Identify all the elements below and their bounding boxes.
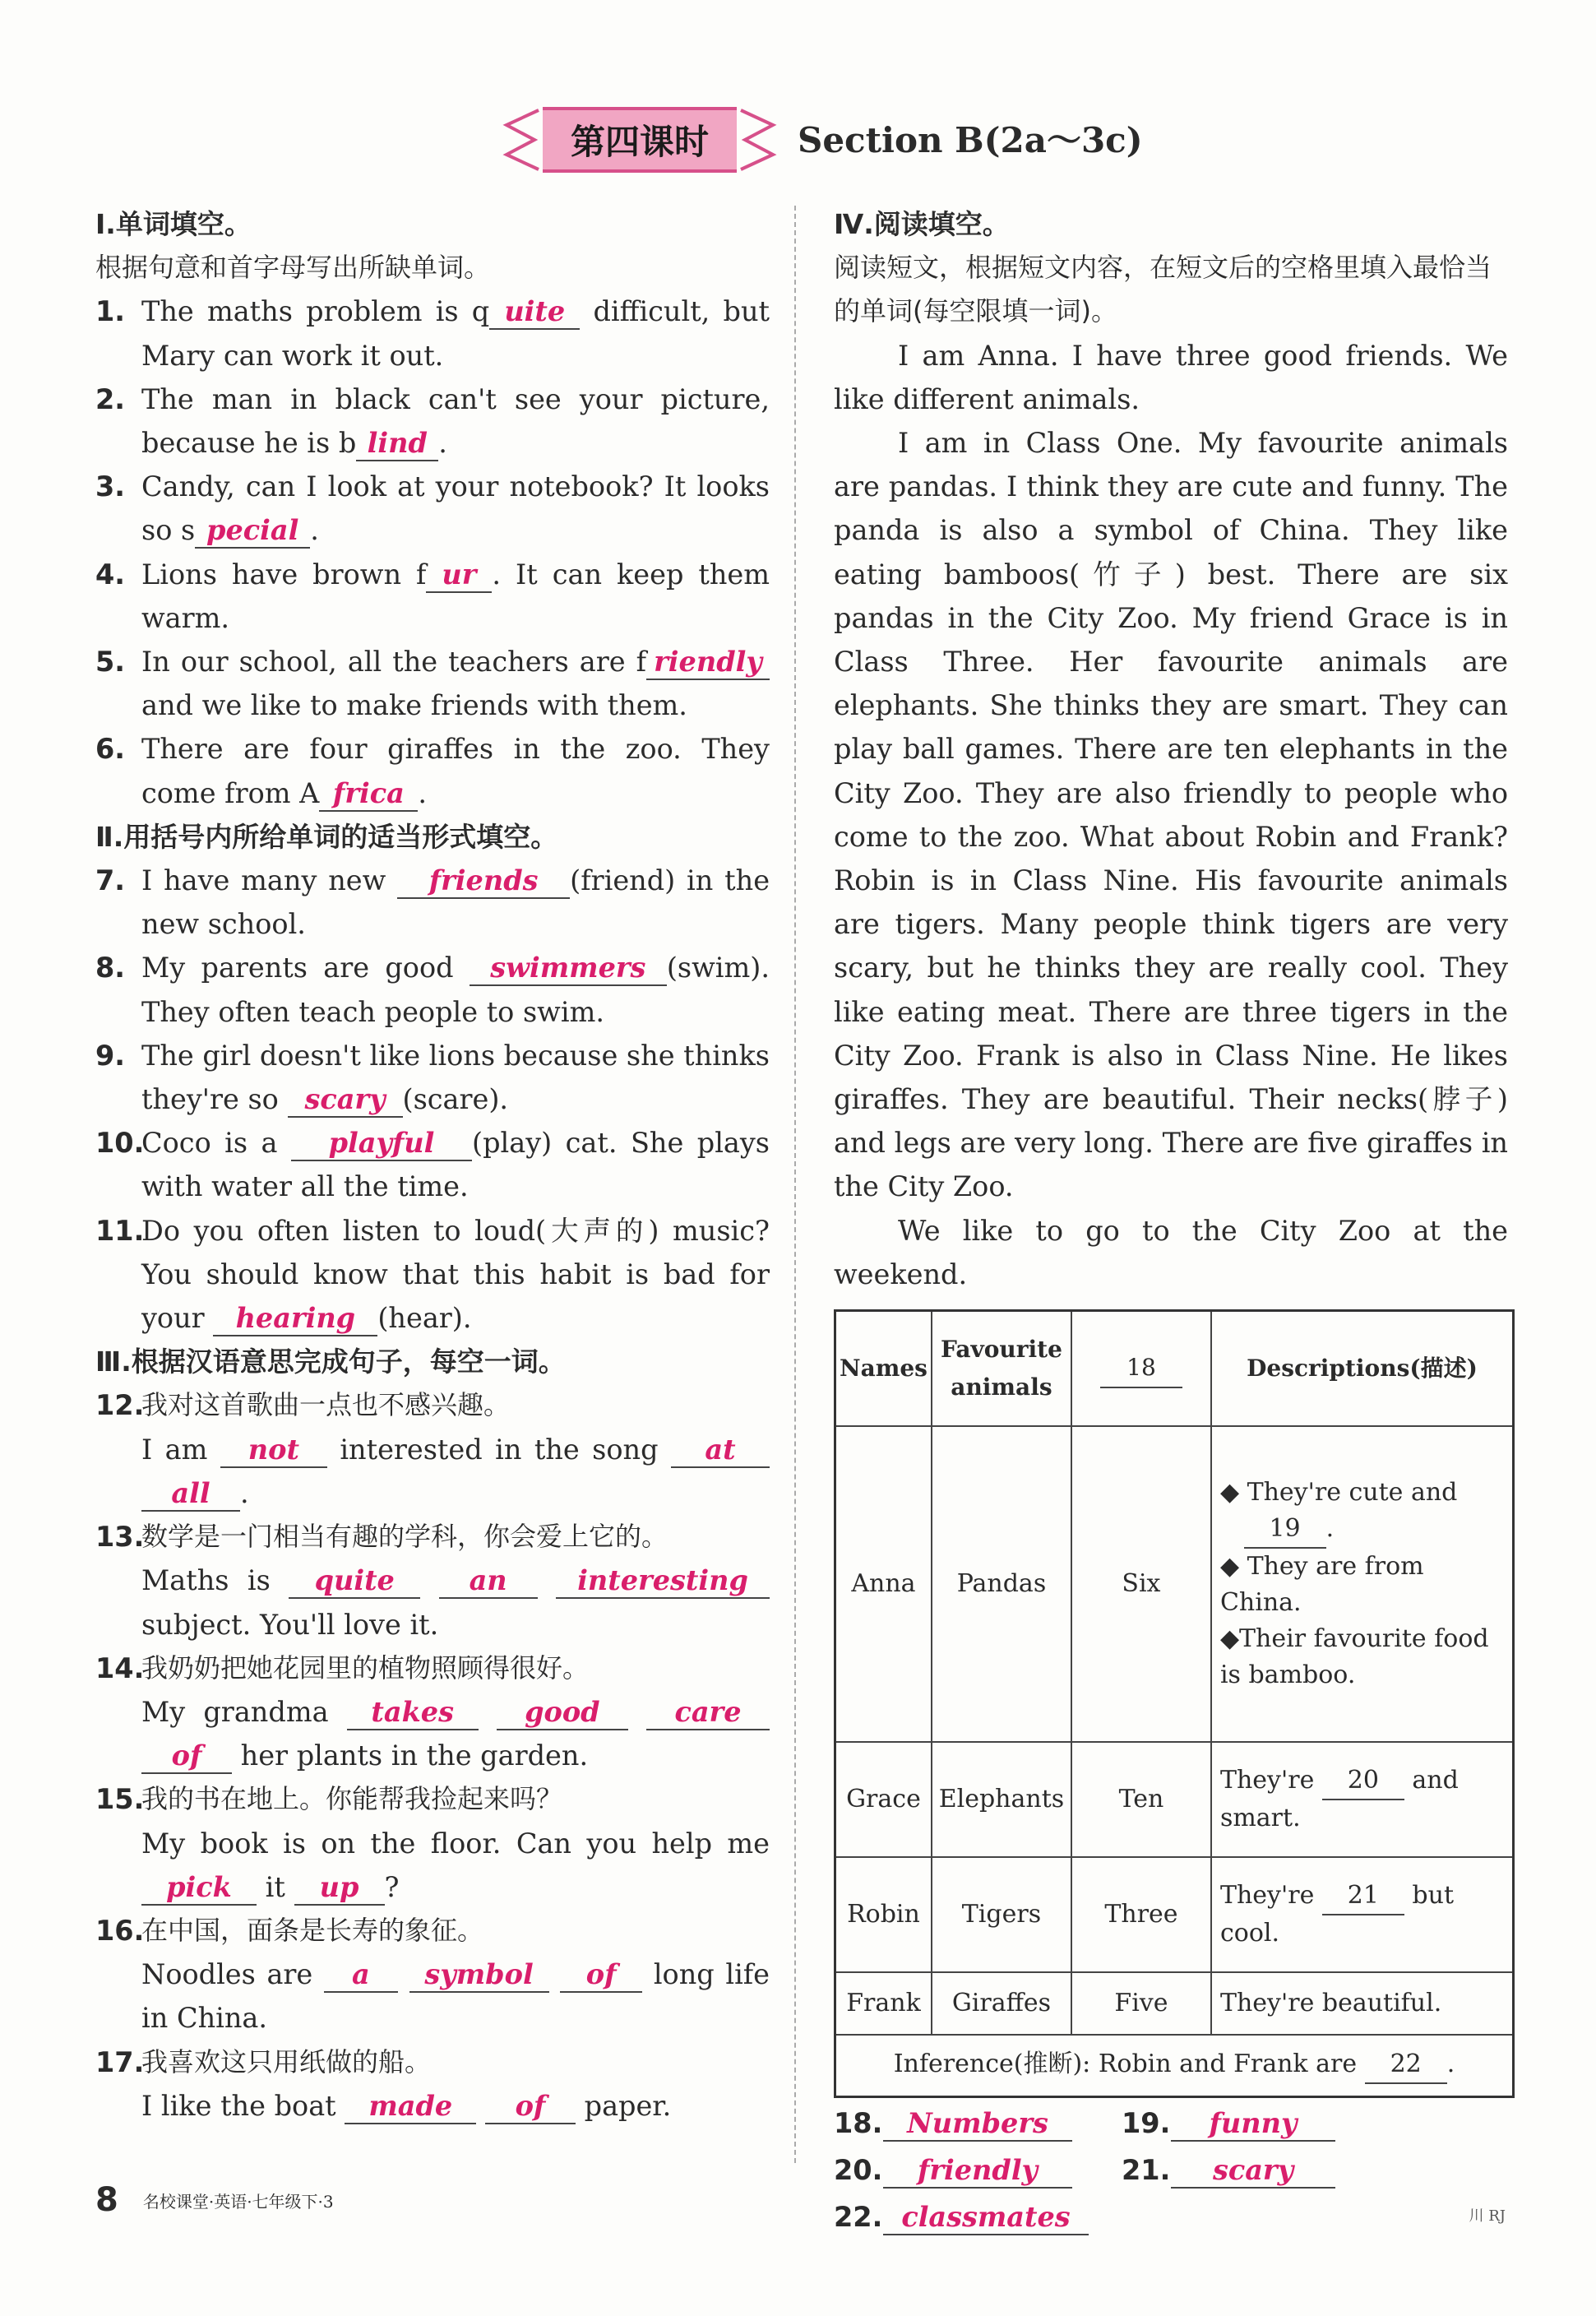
desc-text: Their favourite food is bamboo. [1219, 1624, 1489, 1689]
answer-blank[interactable]: hearing [213, 1302, 377, 1336]
blank-22[interactable]: 22 [1365, 2046, 1447, 2084]
footer [95, 2181, 334, 2219]
answer-blank[interactable]: quite [289, 1564, 420, 1599]
question-11 [95, 1209, 770, 1341]
lesson-badge: 第四课时 [543, 107, 737, 173]
section-title: Section B(2a～3c) [798, 120, 1143, 160]
q-text: . [240, 1476, 249, 1509]
q-text: I am [141, 1433, 208, 1466]
cell-description: They're beautiful. [1211, 1972, 1514, 2035]
column-divider [794, 206, 796, 2163]
q-text: (scare). [402, 1083, 509, 1116]
answer-blank[interactable]: not [220, 1434, 327, 1468]
table-row [835, 1426, 1514, 1742]
cell-description [1211, 1742, 1514, 1857]
answer-blank[interactable]: scary [288, 1083, 403, 1118]
cell-name: Robin [835, 1857, 932, 1972]
q-text: (swim). They often teach people to swim. [141, 952, 770, 1028]
answer-blank[interactable]: pecial [195, 514, 310, 549]
q-text: My parents are good [141, 952, 454, 984]
desc-text: They're [1219, 1765, 1315, 1795]
lesson-header [502, 107, 778, 173]
cell-description [1211, 1426, 1514, 1742]
passage-paragraph: I am in Class One. My favourite animals are pandas. I think they are cute and funny. The panda is also a symbol of China. They like eating bamboos(竹子) best. There are six pandas in the City Zoo. My friend Grace is in Class Three. Her favourite animals are elephants. She thinks they are smart. They can play ball games. There are ten elephants in the City Zoo. They are also friendly to people who come to the zoo. What about Robin and Frank? Robin is in Class Nine. His favourite animals are tigers. Many people think tigers are very scary, but he thinks they are really cool. They like eating meat. There are three tigers in the City Zoo. Frank is also in Class Nine. He likes giraffes. They are beautiful. Their necks(脖子) and legs are very long. There are five giraffes in the City Zoo. [834, 427, 1508, 1203]
desc-text: and smart. [1219, 1765, 1459, 1832]
answer-blank[interactable]: friends [397, 864, 570, 899]
part1-instruction: 根据句意和首字母写出所缺单词。 [95, 252, 491, 284]
table-row [835, 1857, 1514, 1972]
q-number: 15. [95, 1783, 145, 1816]
q-text: her plants in the garden. [240, 1739, 589, 1772]
q-text: (friend) in the new school. [141, 864, 770, 941]
answer-number: 22. [834, 2201, 883, 2234]
cell-name: Frank [835, 1972, 932, 2035]
blank-20[interactable]: 20 [1322, 1762, 1404, 1800]
q-text: The girl doesn't like lions because she thinks they're so [141, 1039, 770, 1116]
answer-blank[interactable]: takes [347, 1696, 479, 1730]
question-7 [95, 859, 770, 946]
answer-row [834, 2195, 1508, 2239]
cell-animal: Giraffes [932, 1972, 1071, 2035]
answer-blank[interactable]: playful [291, 1127, 472, 1161]
book-title: 名校课堂·英语·七年级下·3 [142, 2191, 334, 2212]
q-number: 16. [95, 1914, 145, 1947]
desc-text: but cool. [1219, 1880, 1455, 1948]
answer-number: 20. [834, 2154, 883, 2187]
q-chinese: 我对这首歌曲一点也不感兴趣。 [141, 1389, 511, 1421]
q-text: . It can keep them warm. [141, 558, 770, 634]
answer-blank[interactable]: an [439, 1564, 538, 1599]
q-text: subject. You'll love it. [141, 1608, 439, 1641]
question-1 [95, 290, 770, 377]
desc-text: They're [1219, 1880, 1315, 1910]
answer-blank[interactable]: of [141, 1739, 232, 1774]
q-text: My book is on the floor. Can you help me [141, 1827, 770, 1860]
q-chinese: 在中国，面条是长寿的象征。 [141, 1914, 484, 1946]
q-text: Do you often listen to loud(大声的) music? You should know that this habit is bad for your [141, 1214, 770, 1335]
cell-description [1211, 1857, 1514, 1972]
answer-22[interactable]: classmates [883, 2201, 1089, 2235]
desc-item [1220, 1621, 1504, 1693]
inference-text: Inference(推断): Robin and Frank are [893, 2050, 1358, 2079]
cell-number: Three [1071, 1857, 1211, 1972]
answer-blank[interactable]: interesting [556, 1564, 770, 1599]
col-header-favourite [932, 1311, 1071, 1426]
answer-blank[interactable]: care [646, 1696, 770, 1730]
q-number: 4. [95, 558, 126, 591]
edition-code: 川 RJ [1469, 2207, 1506, 2225]
left-column [95, 202, 770, 2128]
q-number: 2. [95, 382, 126, 415]
question-8 [95, 946, 770, 1033]
cell-name: Grace [835, 1742, 932, 1857]
table-row [835, 1742, 1514, 1857]
zigzag-right-icon [737, 107, 778, 173]
table-row [835, 1972, 1514, 2035]
col-header-18 [1071, 1311, 1211, 1426]
cell-animal: Pandas [932, 1426, 1071, 1742]
q-number: 9. [95, 1039, 126, 1072]
answer-number: 19. [1122, 2107, 1171, 2140]
q-number: 7. [95, 864, 126, 897]
zigzag-left-icon [502, 107, 543, 173]
inference-text: . [1446, 2050, 1455, 2079]
part2-title: Ⅱ.用括号内所给单词的适当形式填空。 [95, 820, 558, 853]
question-14 [95, 1647, 770, 1778]
desc-text: They are from China. [1219, 1551, 1424, 1617]
answer-row [834, 2148, 1508, 2192]
page-number: 8 [95, 2181, 118, 2219]
answer-blank[interactable]: at [671, 1434, 770, 1468]
cell-number: Six [1071, 1426, 1211, 1742]
q-text: I have many new [141, 864, 386, 897]
answer-row [834, 2101, 1508, 2145]
desc-text: They're cute and [1247, 1477, 1458, 1507]
cell-name: Anna [835, 1426, 932, 1742]
cell-animal: Tigers [932, 1857, 1071, 1972]
q-number: 6. [95, 733, 126, 766]
part3-title: Ⅲ.根据汉语意思完成句子，每空一词。 [95, 1346, 566, 1378]
answer-blank[interactable]: made [345, 2090, 476, 2124]
q-text: (play) cat. She plays with water all the time. [141, 1127, 770, 1203]
part4-title: Ⅳ.阅读填空。 [834, 208, 1010, 240]
q-text: Coco is a [141, 1127, 278, 1160]
q-number: 17. [95, 2045, 145, 2078]
answer-blank[interactable]: uite [489, 295, 580, 330]
answer-number: 21. [1122, 2154, 1171, 2187]
q-text: it [265, 1870, 285, 1903]
answer-number: 18. [834, 2107, 883, 2140]
q-number: 10. [95, 1127, 145, 1160]
question-10 [95, 1121, 770, 1208]
q-text: Candy, can I look at your notebook? It looks so s [141, 470, 770, 547]
q-text: The maths problem is q [141, 295, 490, 328]
cell-number: Ten [1071, 1742, 1211, 1857]
answer-blank[interactable]: ur [426, 558, 492, 593]
q-text: . [310, 514, 319, 547]
question-3 [95, 465, 770, 552]
question-16 [95, 1909, 770, 2040]
answer-blank[interactable]: pick [141, 1871, 257, 1906]
q-number: 5. [95, 646, 126, 679]
q-text: . [438, 427, 447, 460]
header-line: Favourite [940, 1335, 1062, 1363]
q-text: Lions have brown f [141, 558, 427, 591]
q-text: long life in China. [141, 1958, 770, 2035]
q-text: In our school, all the teachers are f [141, 646, 646, 679]
answer-blank[interactable]: frica [319, 777, 418, 812]
question-13 [95, 1515, 770, 1647]
q-text: . [418, 776, 428, 809]
question-12 [95, 1383, 770, 1515]
answer-blank[interactable]: good [497, 1696, 628, 1730]
question-17 [95, 2040, 770, 2128]
q-number: 3. [95, 470, 126, 503]
right-column [834, 202, 1508, 2240]
q-number: 1. [95, 295, 126, 328]
question-4 [95, 553, 770, 640]
answer-blank[interactable]: riendly [646, 646, 770, 680]
question-15 [95, 1777, 770, 1909]
answer-blank[interactable]: swimmers [470, 952, 667, 986]
q-text: ? [384, 1870, 400, 1903]
answer-18[interactable]: Numbers [883, 2107, 1072, 2142]
q-number: 8. [95, 952, 126, 984]
answer-19[interactable]: funny [1171, 2107, 1335, 2142]
part4-instruction: 阅读短文，根据短文内容，在短文后的空格里填入最恰当的单词(每空限填一词)。 [834, 252, 1492, 327]
question-2 [95, 378, 770, 465]
q-number: 12. [95, 1389, 145, 1422]
answer-blank[interactable]: of [560, 1958, 642, 1993]
info-table [834, 1309, 1515, 2098]
answer-blank[interactable]: lind [356, 427, 438, 461]
q-chinese: 数学是一门相当有趣的学科，你会爱上它的。 [141, 1521, 668, 1553]
col-header-names: Names [835, 1311, 932, 1426]
q-number: 13. [95, 1521, 145, 1554]
cell-animal: Elephants [932, 1742, 1071, 1857]
question-9 [95, 1034, 770, 1121]
blank-21[interactable]: 21 [1322, 1878, 1404, 1915]
cell-number: Five [1071, 1972, 1211, 2035]
q-number: 11. [95, 1214, 145, 1247]
desc-item [1220, 1475, 1504, 1549]
q-chinese: 我的书在地上。你能帮我捡起来吗？ [141, 1783, 563, 1815]
q-text: I like the boat [141, 2089, 336, 2122]
q-chinese: 我奶奶把她花园里的植物照顾得很好。 [141, 1651, 590, 1684]
answer-blank[interactable]: of [485, 2090, 576, 2124]
diamond-icon: ◆ [1219, 1624, 1240, 1653]
inference-row [835, 2035, 1514, 2097]
question-6 [95, 727, 770, 814]
q-text: Maths is [141, 1564, 271, 1597]
desc-text: . [1325, 1513, 1335, 1543]
answer-20[interactable]: friendly [883, 2154, 1072, 2189]
blank-18[interactable]: 18 [1100, 1349, 1182, 1388]
answer-blank[interactable]: a [324, 1958, 398, 1993]
blank-19[interactable]: 19 [1244, 1511, 1326, 1549]
answer-21[interactable]: scary [1171, 2154, 1335, 2189]
passage-paragraph: I am Anna. I have three good friends. We like different animals. [834, 339, 1508, 415]
q-text: and we like to make friends with them. [141, 689, 687, 722]
desc-item [1220, 1549, 1504, 1621]
answer-blank[interactable]: all [141, 1477, 240, 1512]
q-text: difficult, but Mary can work it out. [141, 295, 770, 372]
header-line: animals [951, 1373, 1052, 1401]
answer-blank[interactable]: up [294, 1871, 385, 1906]
q-chinese: 我喜欢这只用纸做的船。 [141, 2045, 432, 2077]
q-text: paper. [584, 2089, 672, 2122]
q-number: 14. [95, 1651, 145, 1684]
q-text: interested in the song [340, 1433, 659, 1466]
passage-paragraph: We like to go to the City Zoo at the weekend. [834, 1214, 1508, 1290]
answer-blank[interactable]: symbol [409, 1958, 549, 1993]
question-5 [95, 640, 770, 727]
inference-cell [835, 2035, 1514, 2097]
part1-title: Ⅰ.单词填空。 [95, 208, 252, 240]
q-text: (hear). [377, 1302, 472, 1335]
diamond-icon: ◆ [1219, 1477, 1240, 1507]
q-text: There are four giraffes in the zoo. They come from A [141, 733, 770, 809]
q-text: The man in black can't see your picture, because he is b [141, 382, 770, 460]
q-text: Noodles are [141, 1958, 313, 1991]
q-text: My grandma [141, 1695, 329, 1728]
diamond-icon: ◆ [1219, 1551, 1240, 1581]
col-header-descriptions: Descriptions(描述) [1211, 1311, 1514, 1426]
